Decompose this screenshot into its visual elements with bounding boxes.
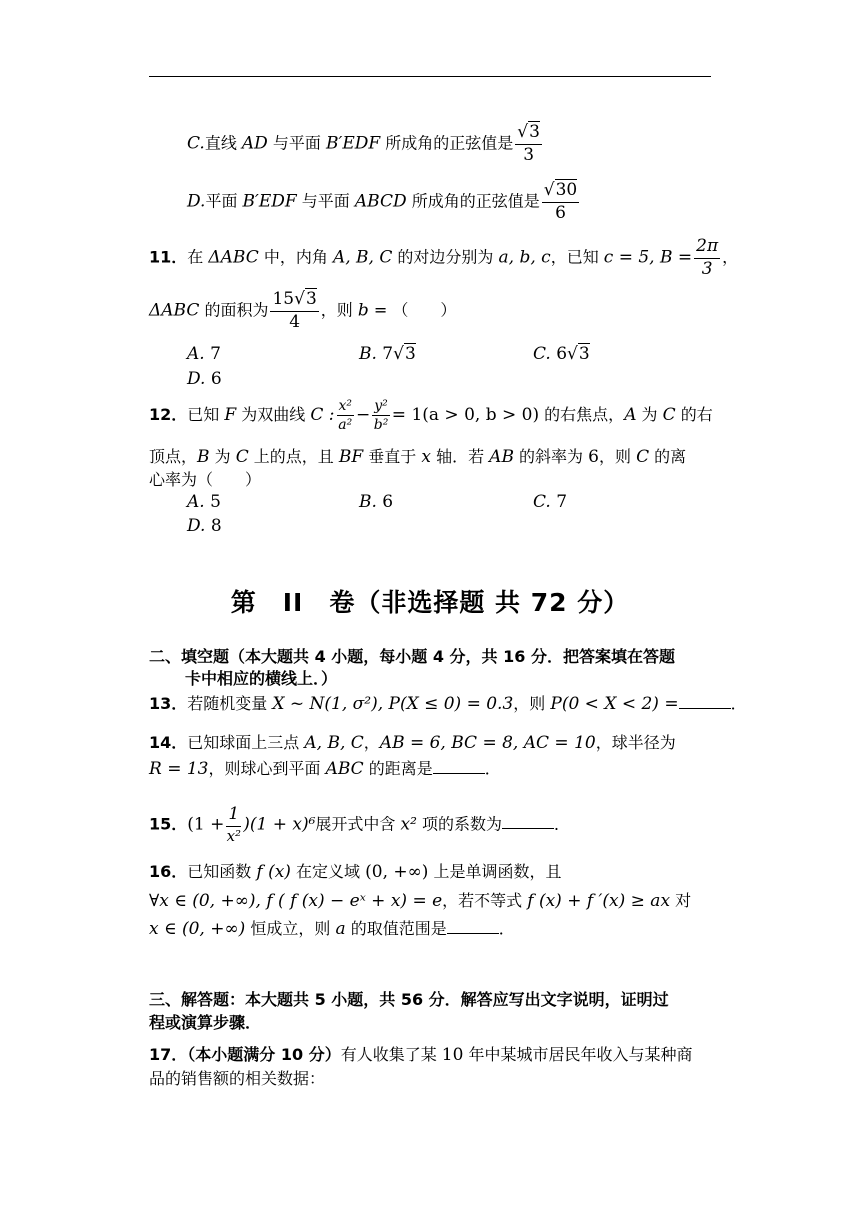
- text: 若随机变量: [187, 694, 273, 713]
- fraction: $\frac{√30}{6}$: [543, 180, 578, 223]
- radicand: 3: [529, 122, 540, 142]
- text: ，则球心到平面: [208, 759, 326, 778]
- math: x: [421, 447, 431, 467]
- denominator: b²: [373, 417, 389, 434]
- option-text: 所成角的正弦值是: [380, 133, 514, 153]
- text: 在定义域: [290, 862, 366, 881]
- math: (0, +∞): [365, 862, 429, 882]
- math: P(0 < X < 2) =: [550, 694, 679, 714]
- text: 为: [209, 447, 236, 466]
- text: ，: [363, 733, 380, 752]
- option-letter: C.: [533, 492, 551, 512]
- math: A: [624, 405, 637, 426]
- math: ABC: [325, 759, 364, 779]
- math: −: [356, 405, 371, 426]
- text: 上是单调函数，且: [428, 862, 562, 881]
- option-value: 7: [376, 344, 394, 364]
- math: a: [335, 919, 346, 939]
- math: f (x) + f ′(x) ≥ ax: [527, 891, 671, 911]
- answer-blank: [679, 694, 731, 709]
- text: 有人收集了某: [340, 1045, 442, 1064]
- option-text: 平面: [205, 191, 243, 211]
- q16-line3: [149, 919, 515, 939]
- option-letter: D.: [187, 369, 206, 389]
- text: 已知函数: [187, 862, 257, 881]
- text: 的右焦点，: [539, 405, 625, 425]
- answer-blank: [502, 814, 554, 829]
- text: 已知球面上三点: [187, 733, 305, 752]
- text: 轴．若: [430, 447, 490, 466]
- option-value: 6: [205, 369, 222, 389]
- option-value: 7: [204, 344, 221, 364]
- option-value: 5: [204, 492, 221, 512]
- text: = （ ）: [368, 300, 457, 320]
- math: 6: [588, 447, 599, 467]
- option-value: 7: [550, 492, 568, 512]
- math: x²: [400, 814, 417, 835]
- option-text: 与平面: [267, 133, 327, 153]
- section2-heading-line2: 卡中相应的横线上．）: [185, 669, 338, 688]
- answer-blank: [433, 759, 485, 774]
- option-value: 6: [376, 492, 394, 512]
- q11-line1: [149, 237, 738, 279]
- q12-option-a: [187, 492, 221, 512]
- math: AB: [489, 447, 514, 467]
- q16-line2: [149, 891, 691, 911]
- question-number: 17．: [149, 1045, 188, 1064]
- q16-line1: [149, 862, 562, 882]
- fraction: [694, 237, 720, 279]
- text: 的斜率为: [513, 447, 589, 466]
- denominator: x²: [226, 826, 242, 845]
- option-text: 与平面: [296, 191, 355, 211]
- option-letter: B.: [359, 492, 377, 512]
- header-rule: [149, 76, 711, 77]
- text: 的面积为: [199, 300, 269, 320]
- math: A, B, C: [332, 247, 393, 268]
- text: ，则: [598, 447, 637, 466]
- option-letter: A.: [187, 344, 205, 364]
- radicand: 3: [578, 344, 590, 364]
- text: 展开式中含: [315, 814, 401, 834]
- math: c = 5, B =: [603, 247, 693, 268]
- text: 的离: [649, 447, 687, 466]
- fraction: [226, 805, 241, 845]
- question-number: 12．: [149, 405, 188, 425]
- score-note: （本小题满分 10 分）: [187, 1045, 341, 1064]
- text: 年中某城市居民年收入与某种商: [463, 1045, 693, 1064]
- q14-line2: [149, 759, 501, 779]
- math: A, B, C: [304, 733, 364, 753]
- math: AB = 6, BC = 8, AC = 10: [379, 733, 596, 753]
- math: ΔABC: [149, 300, 200, 321]
- option-text: 直线: [204, 133, 242, 153]
- text: ．: [498, 919, 515, 938]
- section3-heading-line2: 程或演算步骤．: [149, 1013, 262, 1032]
- text: ，则: [513, 694, 551, 713]
- text: 的取值范围是: [345, 919, 447, 938]
- math: C: [636, 447, 650, 467]
- denominator: a²: [338, 417, 353, 434]
- q12-option-c: [533, 492, 567, 512]
- q11-option-c: C. 6√3: [533, 344, 590, 364]
- q12-option-d: [187, 516, 222, 536]
- fraction: $\frac{15√3}{4}$: [272, 289, 317, 332]
- math: C: [662, 405, 676, 426]
- text: 已知: [187, 405, 225, 425]
- denominator: 4: [289, 311, 301, 332]
- option-text: 所成角的正弦值是: [406, 191, 540, 211]
- math: ΔABC: [208, 247, 259, 268]
- q12-line1: [149, 398, 713, 433]
- text: ．: [730, 694, 747, 713]
- fraction: [372, 398, 390, 433]
- radicand: 3: [305, 289, 317, 309]
- text: 顶点，: [149, 447, 198, 466]
- math: BF: [338, 447, 364, 467]
- math-plane: B′EDF: [326, 133, 381, 154]
- question-number: 14．: [149, 733, 188, 752]
- text: ，: [722, 247, 739, 267]
- text: 为: [636, 405, 663, 425]
- q10-option-c: [187, 123, 544, 165]
- text: 项的系数为: [416, 814, 502, 834]
- q11-line2: [149, 290, 456, 332]
- math: a, b, c: [498, 247, 551, 268]
- text: 的右: [675, 405, 713, 425]
- q12-line3: 心率为（ ）: [149, 470, 262, 489]
- question-number: 13．: [149, 694, 188, 713]
- math: X ~ N(1, σ²), P(X ≤ 0) = 0.3: [272, 694, 514, 714]
- fraction: [337, 398, 355, 433]
- option-letter: B.: [359, 344, 377, 364]
- numerator: y²: [372, 398, 390, 416]
- fraction: $\frac{√3}{3}$: [517, 122, 540, 165]
- q12-line2: [149, 447, 686, 467]
- question-number: 16．: [149, 862, 188, 881]
- option-value: 8: [205, 516, 222, 536]
- math-plane: B′EDF: [242, 191, 297, 212]
- math: F: [224, 405, 237, 426]
- option-value: 6: [550, 344, 568, 364]
- numerator: x²: [337, 398, 355, 416]
- option-letter: A.: [187, 492, 205, 512]
- q12-option-b: [359, 492, 393, 512]
- section3-heading-line1: 三、解答题：本大题共 5 小题，共 56 分．解答应写出文字说明，证明过: [149, 990, 669, 1009]
- option-letter: C.: [533, 344, 551, 364]
- text: ．: [484, 759, 501, 778]
- q17-line2: 品的销售额的相关数据：: [149, 1069, 326, 1088]
- text: ，若不等式: [442, 891, 528, 910]
- text: 上的点，且: [248, 447, 339, 466]
- math: B: [197, 447, 210, 467]
- denominator: 3: [523, 144, 535, 165]
- q14-line1: [149, 733, 676, 753]
- q15: [149, 805, 570, 845]
- q11-option-b: B. 7√3: [359, 344, 416, 364]
- option-letter: C.: [187, 133, 205, 154]
- text: 对: [670, 891, 692, 910]
- math: = 1(a > 0, b > 0): [391, 405, 540, 426]
- text: ，已知: [550, 247, 604, 267]
- part2-title: 第 II 卷（非选择题 共 72 分）: [230, 588, 630, 617]
- math: ∀x ∈ (0, +∞), f ( f (x) − eˣ + x) = e: [149, 891, 443, 911]
- numerator: 15: [272, 289, 295, 309]
- math: R = 13: [149, 759, 209, 779]
- denominator: 3: [701, 258, 713, 279]
- math: 10: [441, 1045, 464, 1065]
- math-line-ad: AD: [241, 133, 268, 154]
- math: )(1 + x)⁶: [243, 814, 316, 835]
- q13: [149, 694, 747, 714]
- text: ，球半径为: [595, 733, 676, 752]
- math: C :: [310, 405, 335, 426]
- q11-option-a: [187, 344, 221, 364]
- question-number: 15．: [149, 814, 188, 834]
- q10-option-d: [187, 181, 581, 223]
- q17-line1: [149, 1045, 693, 1065]
- radicand: 3: [404, 344, 416, 364]
- text: ．: [553, 814, 570, 834]
- math: f (x): [256, 862, 291, 882]
- question-number: 11．: [149, 247, 188, 267]
- text: 的距离是: [363, 759, 433, 778]
- math: b: [357, 300, 369, 321]
- text: 为双曲线: [236, 405, 311, 425]
- math: C: [235, 447, 249, 467]
- text: ，则: [320, 300, 358, 320]
- option-letter: D.: [187, 516, 206, 536]
- option-letter: D.: [187, 191, 206, 212]
- denominator: 6: [555, 202, 566, 223]
- text: 的对边分别为: [392, 247, 499, 267]
- text: 中，内角: [258, 247, 333, 267]
- math: (1 +: [187, 814, 225, 835]
- math-plane: ABCD: [354, 191, 407, 212]
- numerator: 1: [226, 805, 241, 827]
- radicand: 30: [555, 180, 578, 200]
- text: 垂直于: [363, 447, 422, 466]
- text: 恒成立，则: [245, 919, 336, 938]
- numerator: 2π: [694, 237, 720, 259]
- text: 在: [187, 247, 209, 267]
- section2-heading-line1: 二、填空题（本大题共 4 小题，每小题 4 分，共 16 分．把答案填在答题: [149, 647, 675, 666]
- answer-blank: [447, 919, 499, 934]
- q11-option-d: [187, 369, 222, 389]
- math: x ∈ (0, +∞): [149, 919, 246, 939]
